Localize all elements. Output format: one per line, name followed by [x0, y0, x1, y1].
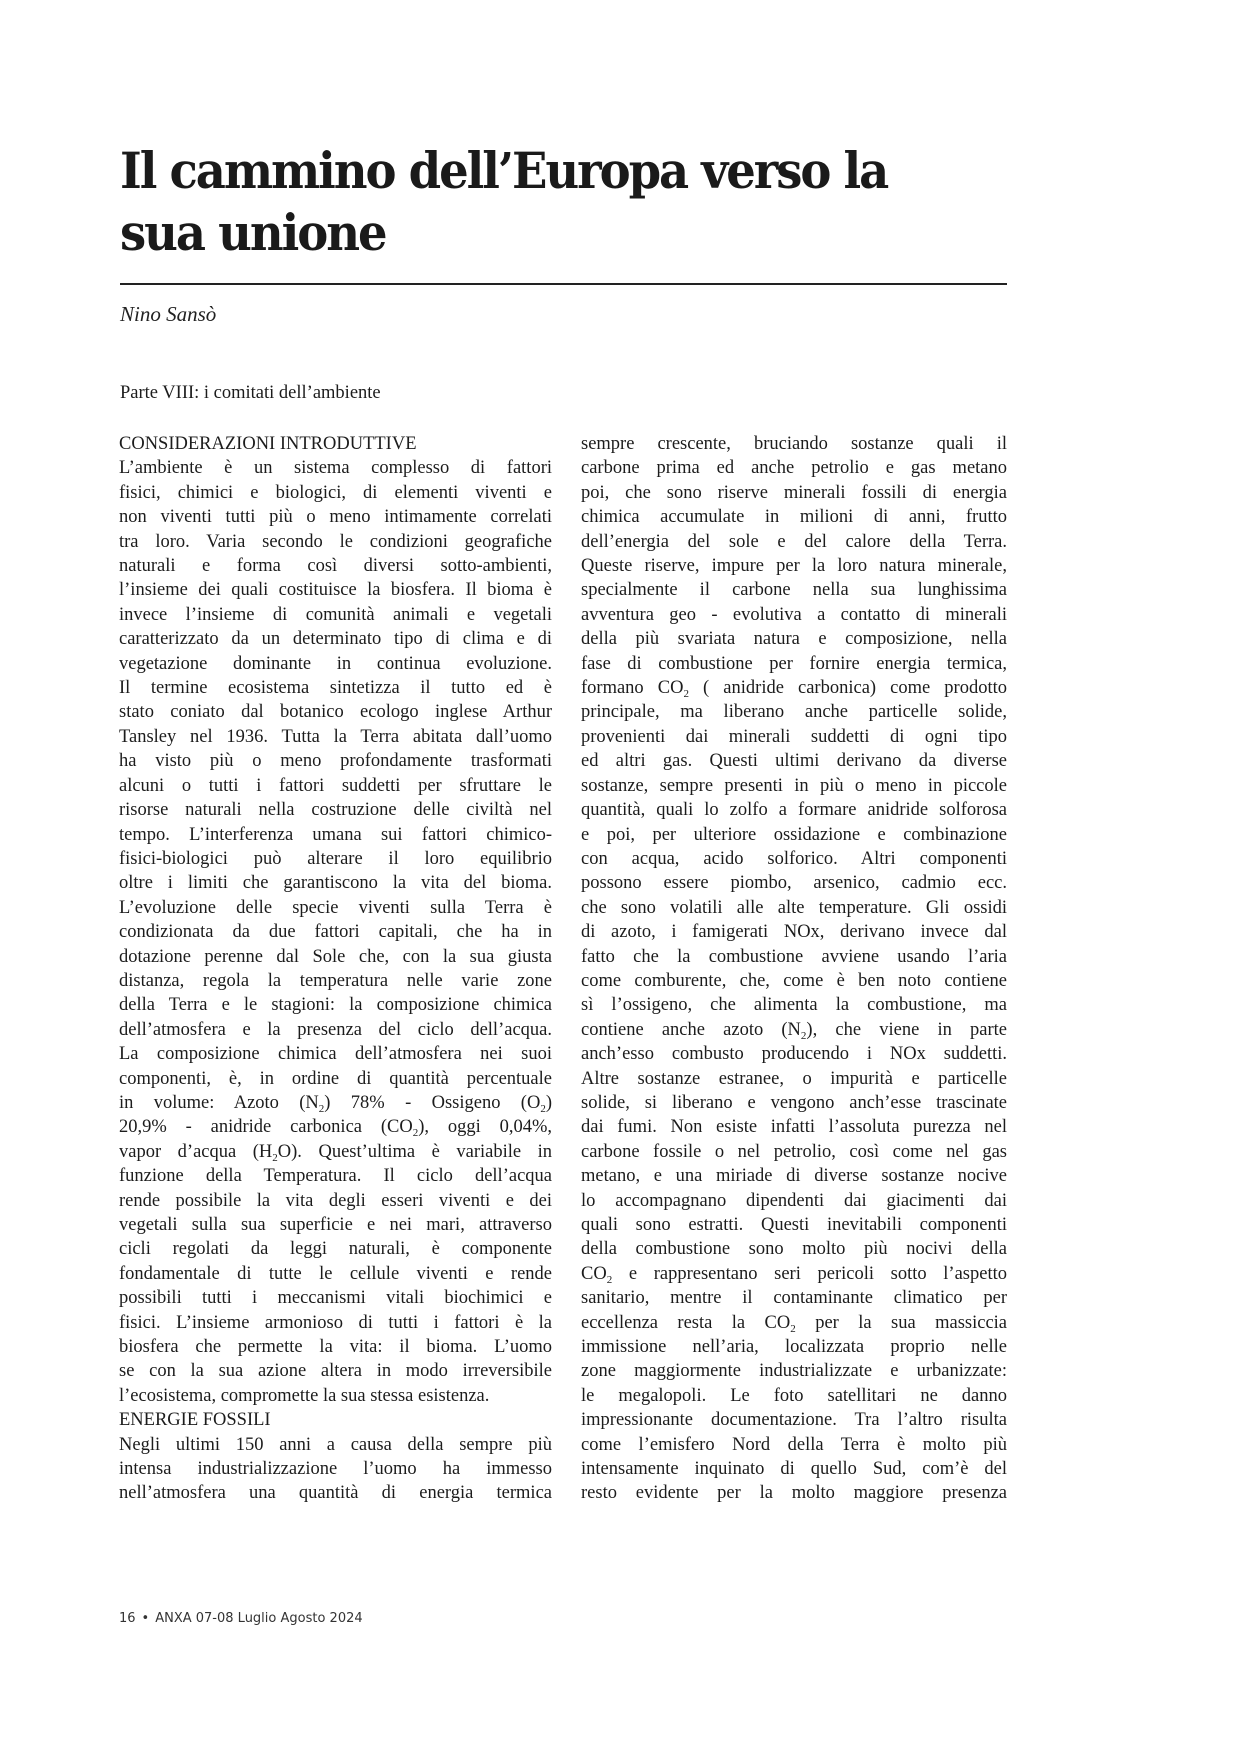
article-subtitle: Parte VIII: i comitati dell’ambiente — [120, 383, 381, 403]
text-line: dell’energia del sole e del calore della Terra. — [581, 531, 1007, 552]
text-line: possono essere piombo, arsenico, cadmio ecc. — [581, 873, 1007, 894]
text-line: L’ambiente è un sistema complesso di fattori — [119, 458, 552, 479]
publication-info: ANXA 07-08 Luglio Agosto 2024 — [155, 1611, 363, 1626]
text-line: tra loro. Varia secondo le condizioni geografiche — [119, 531, 552, 552]
text-line: eccellenza resta la $CO_2$ per la sua massiccia — [581, 1312, 1008, 1335]
text-line: dotazione perenne dal Sole che, con la sua giusta — [119, 946, 552, 967]
text-line: La composizione chimica dell’atmosfera nei suoi — [119, 1044, 552, 1065]
text-line: formano $CO_2$ ( anidride carbonica) come prodotto — [581, 678, 1007, 701]
text-line: immissione nell’aria, localizzata proprio nelle — [581, 1337, 1007, 1358]
text-line: l’insieme dei quali costituisce la biosfera. Il bioma è — [119, 580, 552, 601]
text-line: sì l’ossigeno, che alimenta la combustione, ma — [581, 995, 1007, 1016]
text-line: fisici. L’insieme armonioso di tutti i fattori è la — [119, 1312, 552, 1333]
text-line: l’ecosistema, compromette la sua stessa esistenza. — [119, 1385, 490, 1406]
page-number: 16 — [119, 1611, 136, 1626]
text-line: Queste riserve, impure per la loro natura minerale, — [581, 556, 1007, 577]
text-line: e poi, per ulteriore ossidazione e combinazione — [581, 824, 1007, 845]
section-heading-introduction: CONSIDERAZIONI INTRODUTTIVE — [119, 434, 417, 454]
text-line: L’evoluzione delle specie viventi sulla Terra è — [119, 897, 552, 918]
paragraph-continuation-e — [581, 1335, 1007, 1506]
text-line: poi, che sono riserve minerali fossili di energia — [581, 482, 1007, 503]
text-line: carbone fossile o nel petrolio, così come nel gas — [581, 1141, 1007, 1162]
text-line: Tansley nel 1936. Tutta la Terra abitata dall’uomo — [119, 726, 552, 747]
text-line: sempre crescente, bruciando sostanze quali il — [581, 434, 1007, 454]
text-line: distanza, regola la temperatura nelle varie zone — [119, 970, 552, 991]
text-line: caratterizzato da un determinato tipo di clima e di — [119, 629, 552, 650]
text-line: fisici-biologici può alterare il loro equilibrio — [119, 848, 552, 869]
text-line: fisici, chimici e biologici, di elementi viventi e — [119, 482, 552, 503]
text-line: dell’atmosfera e la presenza del ciclo dell’acqua. — [119, 1019, 552, 1040]
paragraph-fossil-energy — [119, 1433, 552, 1506]
bullet-separator: • — [141, 1611, 150, 1626]
text-line: biosfera che permette la vita: il bioma. L’uomo — [119, 1337, 552, 1358]
right-column — [581, 432, 1007, 1506]
paragraph-continuation-c — [581, 1042, 1007, 1262]
text-line: principale, ma liberano anche particelle solide, — [581, 702, 1007, 723]
text-line: fondamentale di tutte le cellule viventi e rende — [119, 1263, 552, 1284]
text-line: anch’esso combusto producendo i NOx suddetti. — [581, 1044, 1007, 1065]
article-author: Nino Sansò — [120, 302, 217, 326]
text-line: 20,9% - anidride carbonica $(CO_2)$, oggi 0,04%, — [119, 1117, 552, 1140]
text-line: quantità, quali lo zolfo a formare anidride solforosa — [581, 800, 1007, 821]
text-line: fatto che la combustione avviene usando l’aria — [581, 946, 1007, 967]
text-line: cicli regolati da leggi naturali, è componente — [119, 1239, 552, 1260]
text-line: della più svariata natura e composizione, nella — [581, 629, 1007, 650]
text-line: dai fumi. Non esiste infatti l’assoluta purezza nel — [581, 1117, 1007, 1138]
title-divider — [120, 283, 1007, 285]
text-line: tempo. L’interferenza umana sui fattori chimico- — [119, 824, 552, 845]
text-line: $CO_2$ e rappresentano seri pericoli sotto l’aspetto — [581, 1263, 1007, 1286]
text-line: Il termine ecosistema sintetizza il tutto ed è — [119, 678, 552, 699]
text-line: quali sono estratti. Questi inevitabili componenti — [581, 1215, 1007, 1235]
text-line: impressionante documentazione. Tra l’altro risulta — [581, 1410, 1007, 1431]
text-line: intensa industrializzazione l’uomo ha immesso — [119, 1459, 552, 1480]
text-line: vapor d’acqua $(H_2O)$. Quest’ultima è variabile in — [119, 1141, 553, 1164]
text-line: sostanze, sempre presenti in più o meno in piccole — [581, 775, 1007, 796]
text-line: zone maggiormente industrializzate e urbanizzate: — [581, 1361, 1007, 1382]
text-line: risorse naturali nella costruzione delle civiltà nel — [119, 800, 552, 821]
text-line: vegetazione dominante in continua evoluzione. — [119, 653, 552, 674]
paragraph-continuation-b — [581, 700, 1007, 1017]
text-line: come l’emisfero Nord della Terra è molto più — [581, 1434, 1007, 1455]
text-line: ed altri gas. Questi ultimi derivano da diverse — [581, 751, 1007, 772]
text-line: se con la sua azione altera in modo irreversibile — [119, 1361, 552, 1382]
text-line: solide, si liberano e vengono anch’esse trascinate — [581, 1092, 1007, 1113]
text-line: nell’atmosfera una quantità di energia termica — [119, 1483, 552, 1504]
text-line: della combustione sono molto più nocivi della — [581, 1239, 1007, 1260]
left-column — [119, 432, 552, 1506]
text-line: funzione della Temperatura. Il ciclo dell’acqua — [119, 1166, 552, 1187]
article-title: Il cammino dell’Europa verso la sua unione — [120, 141, 888, 262]
page-footer — [119, 1611, 363, 1626]
text-line: metano, e una miriade di diverse sostanze nocive — [581, 1166, 1007, 1187]
text-line: lo accompagnano dipendenti dai giacimenti dai — [581, 1190, 1007, 1211]
text-line: fase di combustione per fornire energia termica, — [581, 653, 1007, 674]
text-line: componenti, è, in ordine di quantità percentuale — [119, 1068, 552, 1089]
text-line: chimica accumulate in milioni di anni, frutto — [581, 507, 1007, 528]
text-line: condizionata da due fattori capitali, che ha in — [119, 922, 552, 943]
text-line: oltre i limiti che garantiscono la vita del bioma. — [119, 873, 552, 894]
text-line: contiene anche azoto $(N_2)$, che viene in parte — [581, 1019, 1007, 1042]
text-line: resto evidente per la molto maggiore presenza — [581, 1483, 1007, 1504]
paragraph-water-cycle — [119, 1164, 552, 1408]
section-heading-fossil-energy: ENERGIE FOSSILI — [119, 1410, 271, 1431]
text-line: rende possibile la vita degli esseri viventi e dei — [119, 1190, 552, 1211]
text-line: intensamente inquinato di quello Sud, com’è del — [581, 1459, 1007, 1480]
text-line: di azoto, i famigerati NOx, derivano invece dal — [581, 922, 1007, 943]
paragraph-introduction — [119, 456, 552, 1091]
text-line: con acqua, acido solforico. Altri componenti — [581, 848, 1007, 869]
text-line: non viventi tutti più o meno intimamente correlati — [119, 507, 552, 528]
text-line: invece l’insieme di comunità animali e vegetali — [119, 604, 552, 625]
text-line: Altre sostanze estranee, o impurità e particelle — [581, 1068, 1007, 1089]
text-line: ha visto più o meno profondamente trasformati — [119, 751, 552, 772]
text-line: le megalopoli. Le foto satellitari ne danno — [581, 1385, 1007, 1406]
text-line: naturali e forma così diversi sotto-ambienti, — [119, 556, 552, 577]
text-line: che sono volatili alle alte temperature. Gli ossidi — [581, 897, 1007, 918]
text-line: carbone prima ed anche petrolio e gas metano — [581, 458, 1007, 479]
text-line: specialmente il carbone nella sua lunghissima — [581, 580, 1007, 601]
text-line: sanitario, mentre il contaminante climatico per — [581, 1288, 1007, 1309]
text-line: vegetali sulla sua superficie e nei mari, attraverso — [119, 1215, 552, 1235]
text-line: avventura geo - evolutiva a contatto di minerali — [581, 604, 1007, 625]
text-line: in volume: Azoto $(N_2)$ 78% - Ossigeno $(O_2)$ — [119, 1092, 552, 1115]
text-line: della Terra e le stagioni: la composizione chimica — [119, 995, 552, 1016]
text-line: possibili tutti i meccanismi vitali biochimici e — [119, 1288, 552, 1309]
text-line: stato coniato dal botanico ecologo inglese Arthur — [119, 702, 552, 723]
text-line: Negli ultimi 150 anni a causa della sempre più — [119, 1434, 552, 1455]
text-line: alcuni o tutti i fattori suddetti per sfruttare le — [119, 775, 552, 796]
paragraph-continuation-a — [581, 432, 1007, 676]
text-line: provenienti dai minerali suddetti di ogni tipo — [581, 726, 1007, 747]
text-line: come comburente, che, come è ben noto contiene — [581, 970, 1007, 991]
